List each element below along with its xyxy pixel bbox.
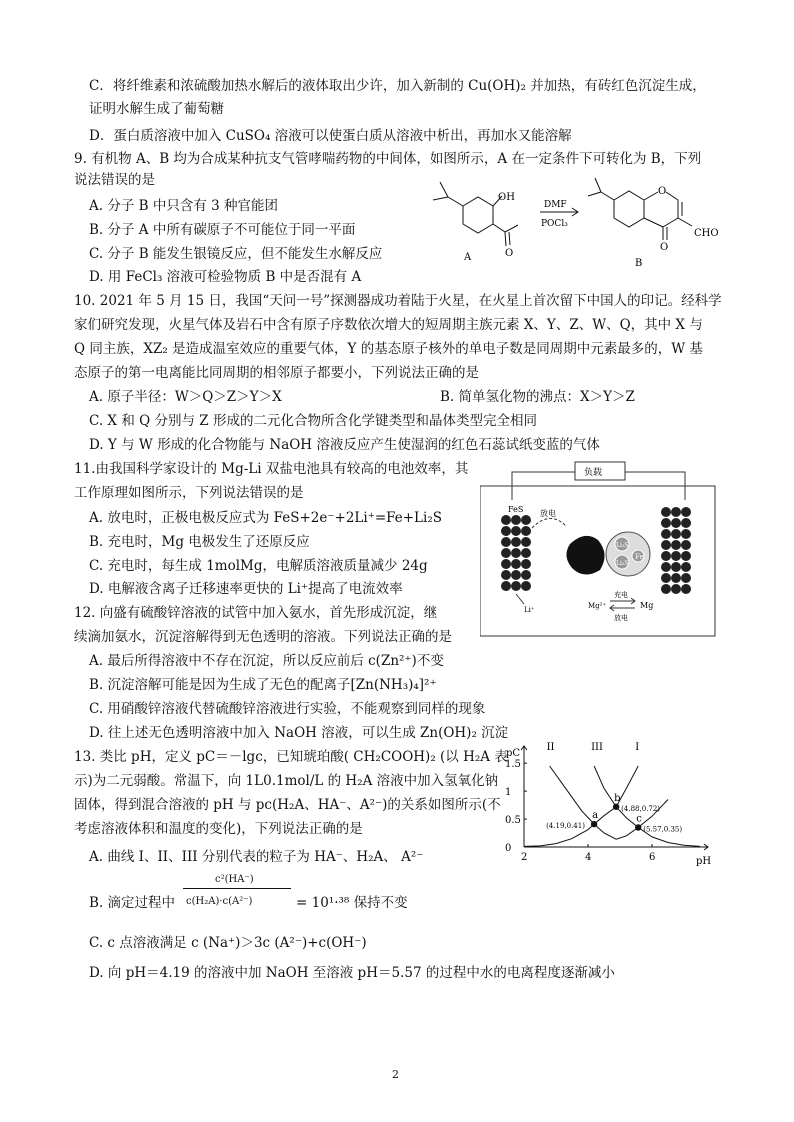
- q11-discharge-label-bottom: 放电: [614, 614, 628, 622]
- q12-option-d: D. 往上述无色透明溶液中加入 NaOH 溶液，可以生成 Zn(OH)₂ 沉淀: [89, 725, 509, 741]
- q9-stem: 9. 有机物 A、B 均为合成某种抗支气管哮喘药物的中间体，如图所示，A 在一定条件下可转化为 B，下列: [74, 151, 702, 167]
- q9-oh-label: OH: [498, 192, 515, 203]
- q8-option-c-cont: 证明水解生成了葡萄糖: [89, 101, 224, 117]
- q11-option-b: B. 充电时，Mg 电极发生了还原反应: [89, 534, 310, 550]
- q9-label-b: B: [635, 258, 643, 269]
- q10-option-a: A. 原子半径：W＞Q＞Z＞Y＞X: [89, 389, 282, 405]
- point-coord-a: (4.19,0.41): [546, 822, 585, 831]
- y-tick-label: 1.5: [505, 759, 521, 771]
- q13-option-b-prefix: B. 滴定过程中: [89, 895, 176, 911]
- point-label-a: a: [592, 810, 599, 822]
- q13-stem-1: 13. 类比 pH，定义 pC＝－lgc，已知琥珀酸( CH₂COOH)₂ (以 H₂A 表: [74, 749, 508, 765]
- q13-stem-3: 固体，得到混合溶液的 pH 与 pc(H₂A、HA⁻、A²⁻)的关系如图所示(不: [74, 797, 501, 813]
- q10-option-b: B. 简单氢化物的沸点：X＞Y＞Z: [440, 389, 635, 405]
- curve-label-iii: III: [591, 742, 603, 753]
- y-tick-label: 0.5: [505, 815, 521, 827]
- q13-stem-4: 考虑溶液体积和温度的变化)，下列说法正确的是: [74, 821, 363, 837]
- q9-option-d: D. 用 FeCl₃ 溶液可检验物质 B 中是否混有 A: [89, 269, 362, 285]
- q11-option-a: A. 放电时，正极电极反应式为 FeS+2e⁻+2Li⁺=Fe+Li₂S: [89, 510, 442, 526]
- q13-pc-ph-chart: [490, 740, 720, 870]
- point-c: [635, 824, 641, 830]
- q11-li-ion-label: Li⁺: [524, 606, 535, 614]
- curve-label-i: I: [635, 742, 640, 753]
- q11-stem-2: 工作原理如图所示，下列说法错误的是: [74, 485, 304, 501]
- q11-stem-1: 11.由我国科学家设计的 Mg-Li 双盐电池具有较高的电池效率，其: [74, 461, 469, 477]
- q11-option-d: D. 电解液含离子迁移速率更快的 Li⁺提高了电流效率: [89, 581, 403, 597]
- q11-charge-label: 充电: [614, 591, 628, 599]
- point-b: [613, 804, 619, 810]
- q9-option-b: B. 分子 A 中所有碳原子不可能位于同一平面: [89, 222, 356, 238]
- q10-stem-2: 家们研究发现，火星气体及岩石中含有原子序数依次增大的短周期主族元素 X、Y、Z、W、Q，其中 X 与: [74, 317, 703, 333]
- q9-cho-label: CHO: [694, 228, 719, 239]
- q13-option-b-denominator: c(H₂A)·c(A²⁻): [186, 896, 253, 907]
- q13-stem-2: 示)为二元弱酸。常温下，向 1L0.1mol/L 的 H₂A 溶液中加入氢氧化钠: [74, 773, 499, 789]
- q11-battery-diagram: [480, 458, 720, 638]
- q9-option-a: A. 分子 B 中只含有 3 种官能团: [89, 198, 279, 214]
- q11-fe-label: Fe: [635, 553, 644, 561]
- q9-reagent-pocl3: POCl₃: [541, 219, 568, 229]
- q11-mg2-label: Mg²⁺: [588, 602, 607, 610]
- q12-option-b: B. 沉淀溶解可能是因为生成了无色的配离子[Zn(NH₃)₄]²⁺: [89, 677, 437, 693]
- q11-li2s-label-1: Li₂S: [616, 542, 629, 549]
- x-tick-label: 2: [521, 852, 528, 863]
- curve-label-ii: II: [546, 742, 555, 753]
- q9-label-a: A: [464, 252, 472, 263]
- y-tick-label: 1: [505, 787, 512, 799]
- q11-option-c: C. 充电时，每生成 1molMg，电解质溶液质量减少 24g: [89, 558, 428, 574]
- q12-stem-2: 续滴加氨水，沉淀溶解得到无色透明的溶液。下列说法正确的是: [74, 629, 452, 645]
- q9-ketone-o-label: O: [505, 248, 514, 259]
- q12-stem-1: 12. 向盛有硫酸锌溶液的试管中加入氨水，首先形成沉淀，继: [74, 605, 438, 621]
- y-axis-label: pC: [506, 748, 521, 759]
- point-a: [591, 821, 597, 827]
- point-label-c: c: [636, 813, 642, 825]
- q9-carbonyl-o-label: O: [660, 242, 669, 253]
- x-axis-label: pH: [696, 856, 712, 867]
- q13-option-b-numerator: c²(HA⁻): [215, 874, 254, 885]
- q11-fes-label: FeS: [508, 505, 524, 514]
- q11-li2s-label-2: Li₂S: [616, 560, 629, 567]
- x-tick-label: 4: [585, 852, 592, 863]
- q9-reagent-dmf: DMF: [544, 200, 567, 210]
- q11-mg-label: Mg: [640, 601, 654, 610]
- q11-particle-blob: [566, 536, 604, 575]
- q8-option-c: C．将纤维素和浓硫酸加热水解后的液体取出少许，加入新制的 Cu(OH)₂ 并加热，有砖红色沉淀生成，: [89, 78, 706, 94]
- q10-stem-3: Q 同主族，XZ₂ 是造成温室效应的重要气体，Y 的基态原子核外的单电子数是同周期中元素最多的，W 基: [74, 341, 703, 357]
- q12-option-a: A. 最后所得溶液中不存在沉淀，所以反应前后 c(Zn²⁺)不变: [89, 653, 444, 669]
- q13-option-c: C. c 点溶液满足 c (Na⁺)＞3c (A²⁻)+c(OH⁻): [89, 935, 367, 951]
- point-coord-c: (5.57,0.35): [643, 825, 683, 834]
- q13-option-b-suffix: = 10¹·³⁸ 保持不变: [296, 895, 408, 911]
- q8-option-d: D．蛋白质溶液中加入 CuSO₄ 溶液可以使蛋白质从溶液中析出，再加水又能溶解: [89, 128, 572, 144]
- q13-option-a: A. 曲线 I、II、III 分别代表的粒子为 HA⁻、H₂A、 A²⁻: [89, 849, 424, 865]
- q9-reaction-figure: [418, 170, 728, 275]
- q12-option-c: C. 用硝酸锌溶液代替硫酸锌溶液进行实验，不能观察到同样的现象: [89, 701, 486, 717]
- q9-ring-o-label: O: [658, 186, 667, 197]
- q10-stem-1: 10. 2021 年 5 月 15 日，我国“天问一号”探测器成功着陆于火星，在火星上首次留下中国人的印记。经科学: [74, 293, 722, 309]
- q11-fes-electrode: [501, 515, 531, 591]
- q13-option-b-fraction-bar: [183, 888, 291, 889]
- q9-stem-cont: 说法错误的是: [74, 172, 155, 188]
- q10-option-d: D. Y 与 W 形成的化合物能与 NaOH 溶液反应产生使湿润的红色石蕊试纸变蓝的气体: [89, 437, 600, 453]
- q11-discharge-label-top: 放电: [540, 509, 556, 518]
- q10-stem-4: 态原子的第一电离能比同周期的相邻原子都要小，下列说法正确的是: [74, 365, 479, 381]
- q11-mg-electrode: [661, 507, 691, 594]
- q11-load-label: 负载: [584, 468, 603, 478]
- q10-option-c: C. X 和 Q 分别与 Z 形成的二元化合物所含化学键类型和晶体类型完全相同: [89, 413, 537, 429]
- point-label-b: b: [614, 792, 621, 804]
- page-number: 2: [392, 1068, 399, 1081]
- q13-option-d: D. 向 pH＝4.19 的溶液中加 NaOH 至溶液 pH＝5.57 的过程中水的电离程度逐渐减小: [89, 965, 615, 981]
- x-tick-label: 6: [649, 852, 656, 863]
- y-tick-label: 0: [505, 843, 512, 854]
- q9-option-c: C. 分子 B 能发生银镜反应，但不能发生水解反应: [89, 246, 383, 262]
- point-coord-b: (4.88,0.72): [621, 804, 661, 813]
